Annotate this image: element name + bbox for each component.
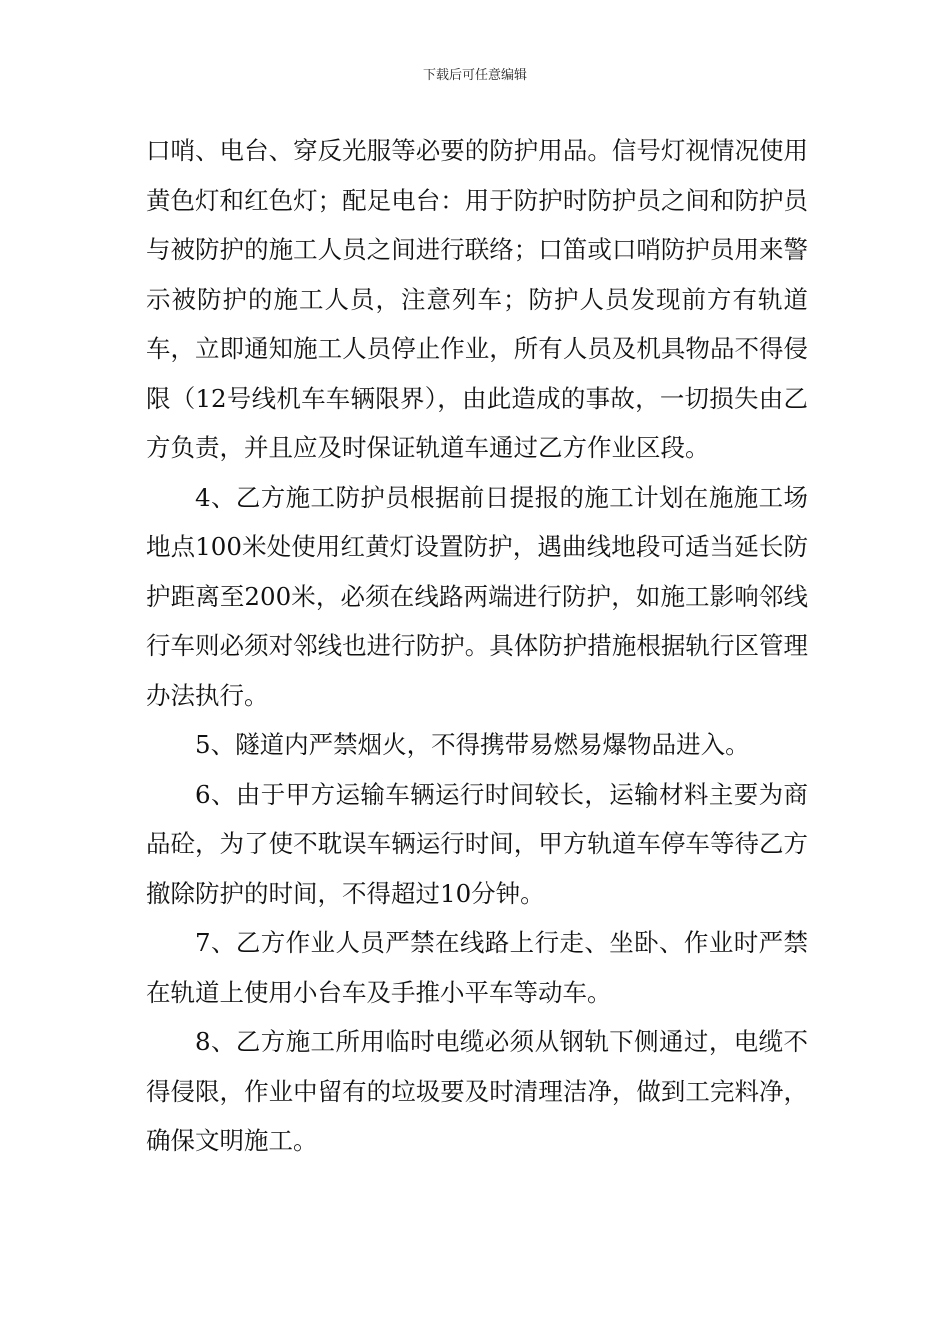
paragraph-continued: 口哨、电台、穿反光服等必要的防护用品。信号灯视情况使用黄色灯和红色灯；配足电台：用于防护时防护员之间和防护员与被防护的施工人员之间进行联络；口笛或口哨防护员用来警示被防护的施工人员，注意列车；防护人员发现前方有轨道车，立即通知施工人员停止作业，所有人员及机具物品不得侵限（12号线机车车辆限界），由此造成的事故，一切损失由乙方负责，并且应及时保证轨道车通过乙方作业区段。: [146, 136, 808, 462]
document-body: [146, 126, 808, 1166]
paragraph-item-7: 7、乙方作业人员严禁在线路上行走、坐卧、作业时严禁在轨道上使用小台车及手推小平车等动车。: [146, 928, 808, 1007]
paragraph-item-4: 4、乙方施工防护员根据前日提报的施工计划在施施工场地点100米处使用红黄灯设置防护，遇曲线地段可适当延长防护距离至200米，必须在线路两端进行防护，如施工影响邻线行车则必须对邻线也进行防护。具体防护措施根据轨行区管理办法执行。: [146, 482, 808, 710]
paragraph-item-6: 6、由于甲方运输车辆运行时间较长，运输材料主要为商品砼，为了使不耽误车辆运行时间，甲方轨道车停车等待乙方撤除防护的时间，不得超过10分钟。: [146, 779, 808, 908]
page-header: 下载后可任意编辑: [422, 68, 527, 83]
paragraph-item-8: 8、乙方施工所用临时电缆必须从钢轨下侧通过，电缆不得侵限，作业中留有的垃圾要及时清理洁净，做到工完料净，确保文明施工。: [146, 1027, 808, 1155]
paragraph-item-5: 5、隧道内严禁烟火，不得携带易燃易爆物品进入。: [195, 730, 750, 759]
